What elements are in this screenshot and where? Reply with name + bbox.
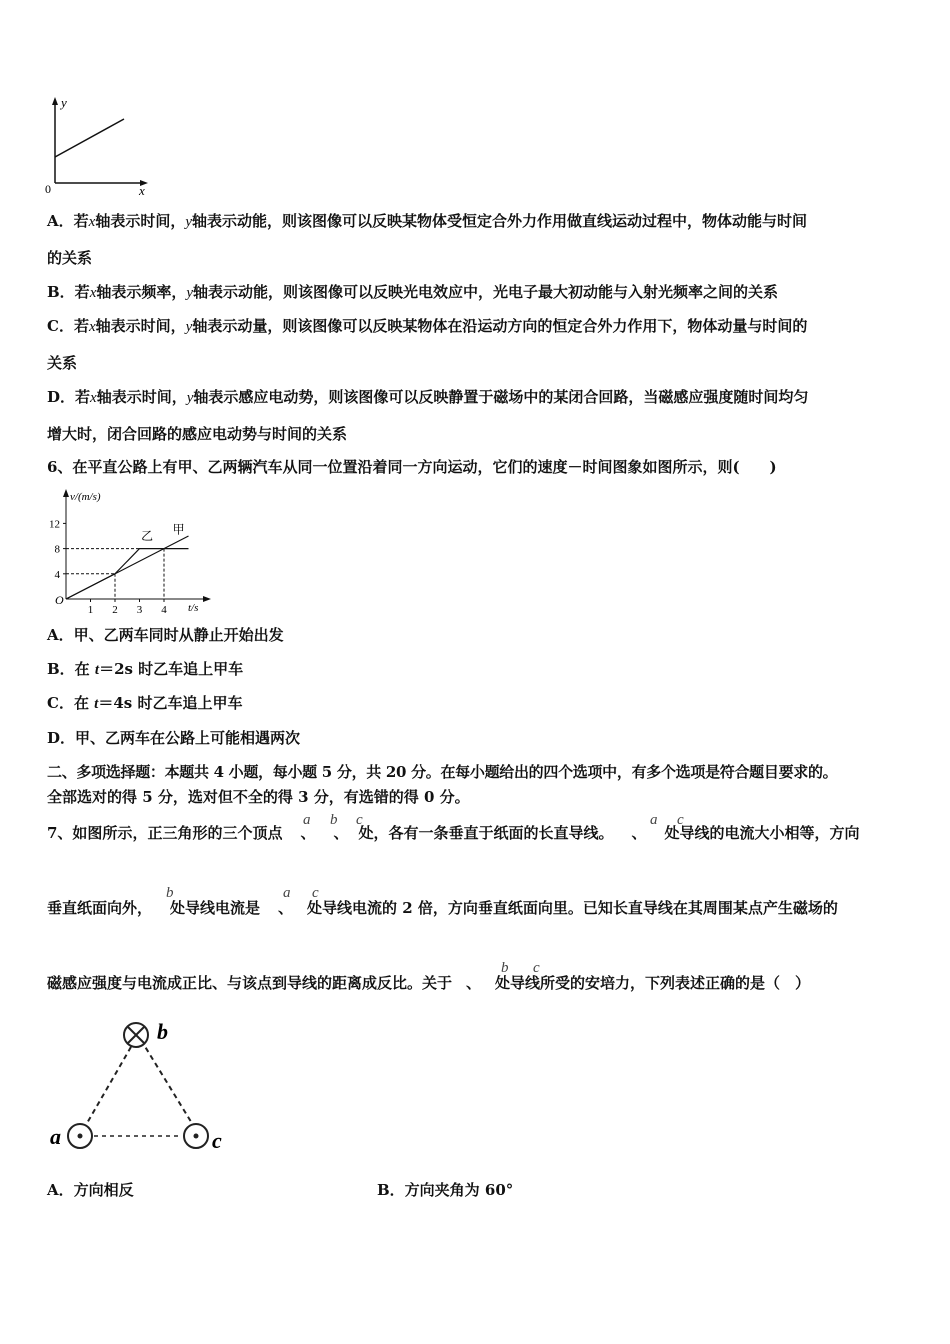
q7-stem-line3: 磁感应强度与电流成正比、与该点到导线的距离成反比。关于 、 处导线所受的安培力，下列表述正确的是（ ）	[47, 974, 811, 992]
q7-var-c-1: c	[356, 812, 363, 828]
q7-var-c-2: c	[677, 812, 684, 828]
q7-var-c-3: c	[312, 885, 319, 901]
q7-var-c-4: c	[533, 960, 540, 976]
q7-var-a-2: a	[650, 812, 658, 828]
q6-option-c[interactable]: C．在 t＝4s 时乙车追上甲车	[47, 694, 243, 712]
q5-option-c[interactable]: C．若x轴表示时间，y轴表示动量，则该图像可以反映某物体在沿运动方向的恒定合外力作用下，物体动量与时间的	[47, 317, 808, 335]
q6-stem: 6、在平直公路上有甲、乙两辆汽车从同一位置沿着同一方向运动，它们的速度－时间图象如图所示，则( )	[47, 458, 777, 476]
wire-a-out-of-page-icon	[68, 1124, 92, 1148]
series-label-jia: 甲	[172, 522, 185, 537]
x-tick-label: 4	[161, 604, 167, 616]
q6-option-d[interactable]: D．甲、乙两车在公路上可能相遇两次	[47, 729, 301, 747]
graph1-x-label: x	[139, 183, 145, 198]
wire-c-out-of-page-icon	[184, 1124, 208, 1148]
x-tick-label: 3	[136, 604, 143, 616]
chart-y-arrow	[63, 489, 69, 497]
q7-option-b[interactable]: B．方向夹角为 60°	[377, 1181, 514, 1199]
q5-option-a[interactable]: A．若x轴表示时间，y轴表示动能，则该图像可以反映某物体受恒定合外力作用做直线运动过程中，物体动能与时间	[47, 212, 808, 230]
q7-stem-line2: 垂直纸面向外， 处导线电流是 、 处导线电流的 2 倍，方向垂直纸面向里。已知长直导线在其周围某点产生磁场的	[47, 899, 838, 917]
q7-var-b-1: b	[330, 812, 338, 828]
chart-ylabel: v/(m/s)	[70, 491, 101, 503]
section2-header-line2: 全部选对的得 5 分，选对但不全的得 3 分，有选错的得 0 分。	[47, 788, 470, 806]
q5-option-a-line2: 的关系	[47, 249, 93, 267]
diagram-label-a: a	[50, 1124, 61, 1149]
chart-origin: O	[55, 593, 64, 607]
q6-vt-chart	[40, 487, 215, 617]
wire-b-into-page-icon	[124, 1023, 148, 1047]
q5-option-d-line2: 增大时，闭合回路的感应电动势与时间的关系	[47, 425, 348, 443]
q7-var-a-1: a	[303, 812, 311, 828]
q7-var-b-2: b	[166, 885, 174, 901]
q5-option-c-line2: 关系	[47, 354, 78, 372]
q7-triangle-diagram	[44, 1015, 244, 1155]
series-label-yi: 乙	[141, 528, 154, 543]
graph1-y-arrow	[52, 97, 58, 105]
x-tick-label: 2	[112, 604, 118, 616]
q7-stem-line1: 7、如图所示，正三角形的三个顶点 、 、 处，各有一条垂直于纸面的长直导线。 、 处导线的电流大小相等，方向	[47, 824, 860, 842]
y-tick-label: 4	[54, 568, 60, 581]
q6-option-a[interactable]: A．甲、乙两车同时从静止开始出发	[47, 626, 284, 644]
diagram-label-b: b	[157, 1019, 168, 1044]
q7-option-a[interactable]: A．方向相反	[47, 1181, 134, 1199]
graph1-y-label: y	[61, 95, 67, 110]
graph1	[40, 95, 160, 200]
q6-option-b[interactable]: B．在 t＝2s 时乙车追上甲车	[47, 660, 244, 678]
q5-option-b[interactable]: B．若x轴表示频率，y轴表示动能，则该图像可以反映光电效应中，光电子最大初动能与入射光频率之间的关系	[47, 283, 779, 301]
section2-header-line1: 二、多项选择题：本题共 4 小题，每小题 5 分，共 20 分。在每小题给出的四个选项中，有多个选项是符合题目要求的。	[47, 763, 838, 781]
y-tick-label: 8	[54, 543, 60, 556]
x-tick-label: 1	[87, 604, 94, 616]
graph1-origin: 0	[45, 182, 51, 196]
series-line-yi	[66, 549, 189, 599]
q7-var-a-3: a	[283, 885, 291, 901]
q5-option-d[interactable]: D．若x轴表示时间，y轴表示感应电动势，则该图像可以反映静置于磁场中的某闭合回路，当磁感应强度随时间均匀	[47, 388, 809, 406]
chart-x-arrow	[203, 596, 211, 602]
triangle-side-bc	[141, 1040, 193, 1125]
triangle-side-ab	[79, 1040, 135, 1137]
q7-var-b-3: b	[501, 960, 509, 976]
graph1-line	[55, 119, 124, 157]
y-tick-label: 12	[49, 518, 60, 531]
diagram-label-c: c	[212, 1128, 222, 1153]
chart-xlabel: t/s	[188, 602, 199, 614]
